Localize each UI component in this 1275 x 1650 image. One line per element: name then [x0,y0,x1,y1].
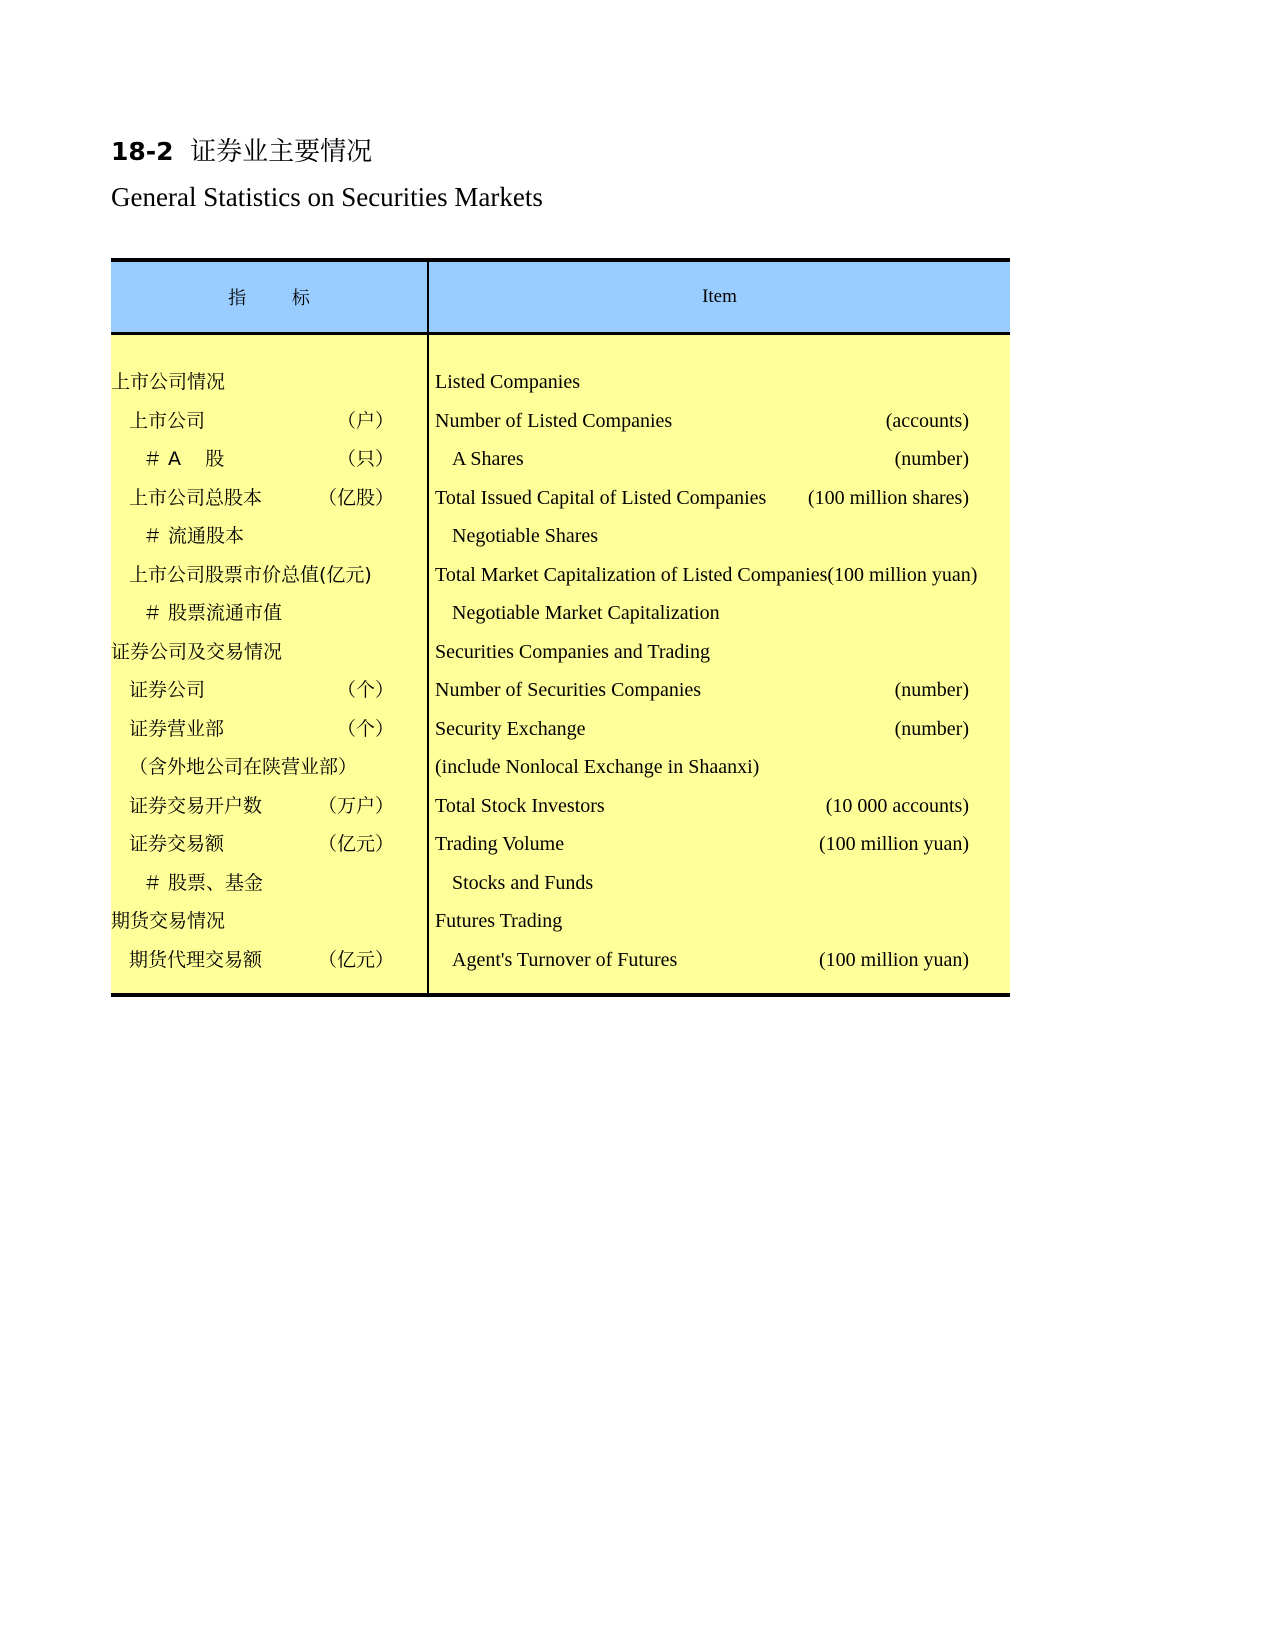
indicator-unit: （个） [336,679,394,701]
indicator-label: ＃ 股票流通市值 [143,602,283,624]
table-row [111,479,1010,518]
indicator-cell [111,594,428,633]
indicator-cell [111,479,428,518]
indicator-cell [111,363,428,402]
item-cell [428,902,1010,941]
item-cell [428,517,1010,556]
indicator-unit: （户） [336,409,394,432]
table-header [111,260,1010,334]
table-row [111,671,1010,710]
indicator-unit: （亿元） [317,948,394,971]
item-label: Agent's Turnover of Futures [452,948,678,971]
indicator-cell [111,517,428,556]
item-label: Number of Listed Companies [435,409,673,432]
item-cell [428,402,1010,441]
table-row [111,633,1010,672]
table-row [111,902,1010,941]
item-label: Security Exchange [435,717,586,740]
table-row [111,941,1010,995]
page-title [111,133,1011,170]
table-row [111,556,1010,595]
item-unit: (10 000 accounts) [825,794,969,817]
indicator-label: 证券公司 [129,679,206,701]
page-title-chinese [174,137,191,167]
indicator-cell [111,671,428,710]
indicator-unit: （亿股） [317,486,394,509]
table-row [111,594,1010,633]
indicator-label: ＃ 流通股本 [143,525,245,547]
indicator-label: 证券交易开户数 [129,794,263,817]
item-cell [428,633,1010,672]
item-label: A Shares [452,448,524,470]
item-label: Negotiable Market Capitalization [452,602,720,624]
item-cell [428,864,1010,903]
indicator-label: （含外地公司在陕营业部） [129,756,358,778]
item-label: Total Market Capitalization of Listed Companies(100 million yuan) [435,563,978,586]
table-row [111,710,1010,749]
page-subtitle-english: General Statistics on Securities Markets [111,182,543,212]
column-header-indicator [111,260,428,334]
indicator-label: ＃ A 股 [143,448,225,470]
table-spacer-cell-english [428,334,1010,364]
table-spacer-cell-chinese [111,334,428,364]
table-row [111,517,1010,556]
item-cell [428,671,1010,710]
indicator-cell [111,633,428,672]
item-unit: (number) [894,448,969,470]
indicator-cell [111,710,428,749]
indicator-label: 证券营业部 [129,717,225,740]
table-number: 18-2 [111,137,174,166]
indicator-cell [111,402,428,441]
indicator-cell [111,748,428,787]
item-unit: (100 million yuan) [819,833,969,855]
statistics-table-container [111,258,1010,997]
item-label: Listed Companies [435,371,580,393]
table-spacer-row [111,334,1010,364]
page-title-chinese-text: 证券业主要情况 [190,137,373,167]
item-cell [428,556,1010,595]
item-unit: (number) [894,717,969,740]
indicator-cell [111,440,428,479]
item-cell [428,787,1010,826]
indicator-unit: （亿元） [317,833,394,855]
column-header-indicator-label: 指 标 [228,288,310,309]
table-header-row [111,260,1010,334]
item-label: Negotiable Shares [452,525,599,547]
table-body [111,334,1010,995]
table-row [111,440,1010,479]
item-label: (include Nonlocal Exchange in Shaanxi) [435,756,760,778]
item-unit: (100 million shares) [807,486,969,509]
indicator-cell [111,902,428,941]
indicator-label: 期货代理交易额 [129,948,263,971]
indicator-unit: （只） [336,448,394,470]
indicator-cell [111,556,428,595]
item-unit: (100 million yuan) [819,948,969,971]
item-cell [428,594,1010,633]
item-label: Number of Securities Companies [435,679,702,701]
item-cell [428,748,1010,787]
indicator-cell [111,787,428,826]
table-row [111,363,1010,402]
table-row [111,825,1010,864]
item-unit: (number) [894,679,969,701]
item-cell [428,363,1010,402]
indicator-label: 证券公司及交易情况 [111,640,283,663]
indicator-label: 上市公司 [129,409,206,432]
table-row [111,748,1010,787]
table-row [111,787,1010,826]
column-header-item [428,260,1010,334]
indicator-label: 期货交易情况 [111,910,226,932]
title-block [111,133,1011,217]
item-label: Futures Trading [435,910,563,932]
table-row [111,402,1010,441]
indicator-label: 上市公司情况 [111,371,226,393]
statistics-table [111,258,1010,997]
indicator-cell [111,864,428,903]
item-label: Stocks and Funds [452,871,594,894]
item-label: Total Issued Capital of Listed Companies [435,486,767,509]
indicator-cell [111,941,428,995]
table-row [111,864,1010,903]
item-label: Trading Volume [435,833,565,855]
item-label: Total Stock Investors [435,794,605,817]
indicator-label: 上市公司总股本 [129,486,263,509]
item-cell [428,941,1010,995]
item-cell [428,440,1010,479]
item-cell [428,710,1010,749]
indicator-cell [111,825,428,864]
column-header-item-label: Item [702,286,737,307]
indicator-label: 证券交易额 [129,833,225,855]
item-cell [428,825,1010,864]
indicator-unit: （万户） [317,794,394,817]
item-unit: (accounts) [885,409,969,432]
indicator-label: ＃ 股票、基金 [143,871,264,894]
indicator-unit: （个） [336,717,394,740]
item-cell [428,479,1010,518]
indicator-label: 上市公司股票市价总值(亿元) [129,563,372,586]
item-label: Securities Companies and Trading [435,640,710,663]
